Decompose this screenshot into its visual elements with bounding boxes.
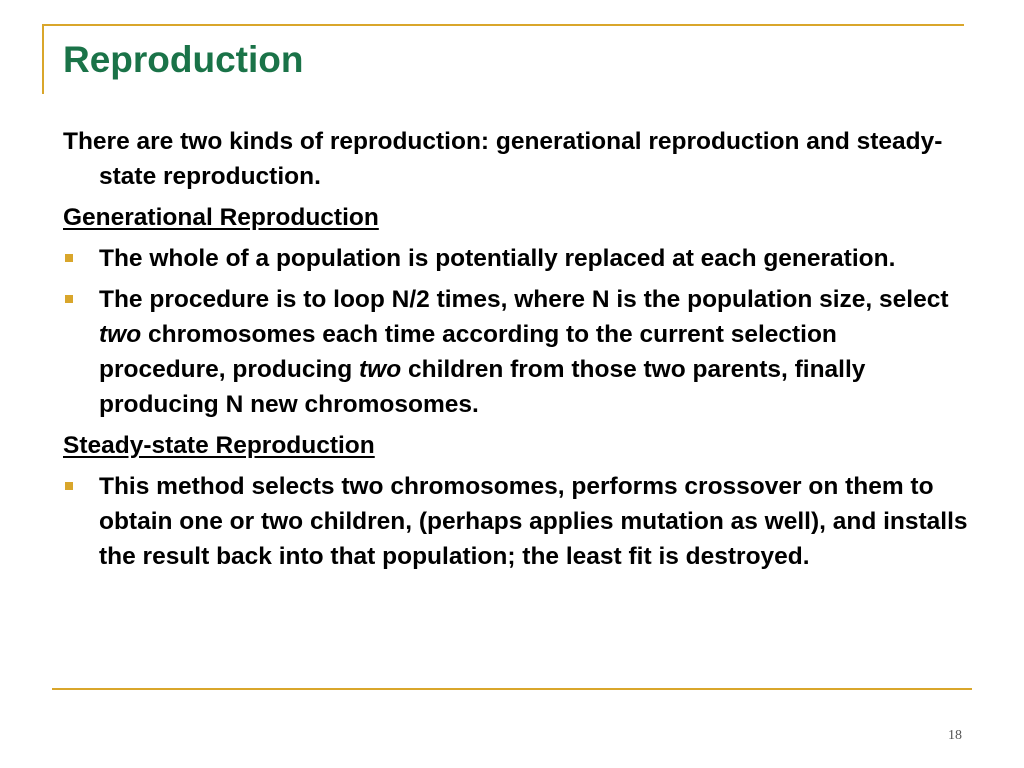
bullet-item	[63, 282, 968, 422]
title-frame-top-rule	[42, 24, 964, 26]
bullet-text: The whole of a population is potentially replaced at each generation.	[99, 245, 896, 272]
bullet-text-segment: children from those two parents, finally producing N new chromosomes.	[99, 356, 866, 418]
bullet-text: This method selects two chromosomes, performs crossover on them to obtain one or two children, (perhaps applies mutation as well), and installs the result back into that population; the least fit is destroyed.	[99, 473, 968, 570]
square-bullet-icon	[65, 295, 73, 303]
square-bullet-icon	[65, 482, 73, 490]
slide-body	[63, 124, 968, 580]
bullet-text	[99, 286, 949, 418]
bullet-item	[63, 241, 968, 276]
page-number: 18	[948, 728, 962, 743]
emphasis-text: two	[359, 356, 402, 383]
square-bullet-icon	[65, 254, 73, 262]
bullet-text-segment: chromosomes each time according to the current selection procedure, producing	[99, 321, 837, 383]
bullet-text-segment: The procedure is to loop N/2 times, where N is the population size, select	[99, 286, 949, 313]
intro-paragraph: There are two kinds of reproduction: generational reproduction and steady-state reproduction.	[63, 128, 943, 190]
title-frame-left-rule	[42, 24, 44, 94]
emphasis-text: two	[99, 321, 142, 348]
bullet-item	[63, 469, 968, 574]
footer-rule	[52, 688, 972, 690]
section-heading-steady-state: Steady-state Reproduction	[63, 432, 375, 459]
section-heading-generational: Generational Reproduction	[63, 204, 379, 231]
slide-title: Reproduction	[63, 39, 304, 80]
